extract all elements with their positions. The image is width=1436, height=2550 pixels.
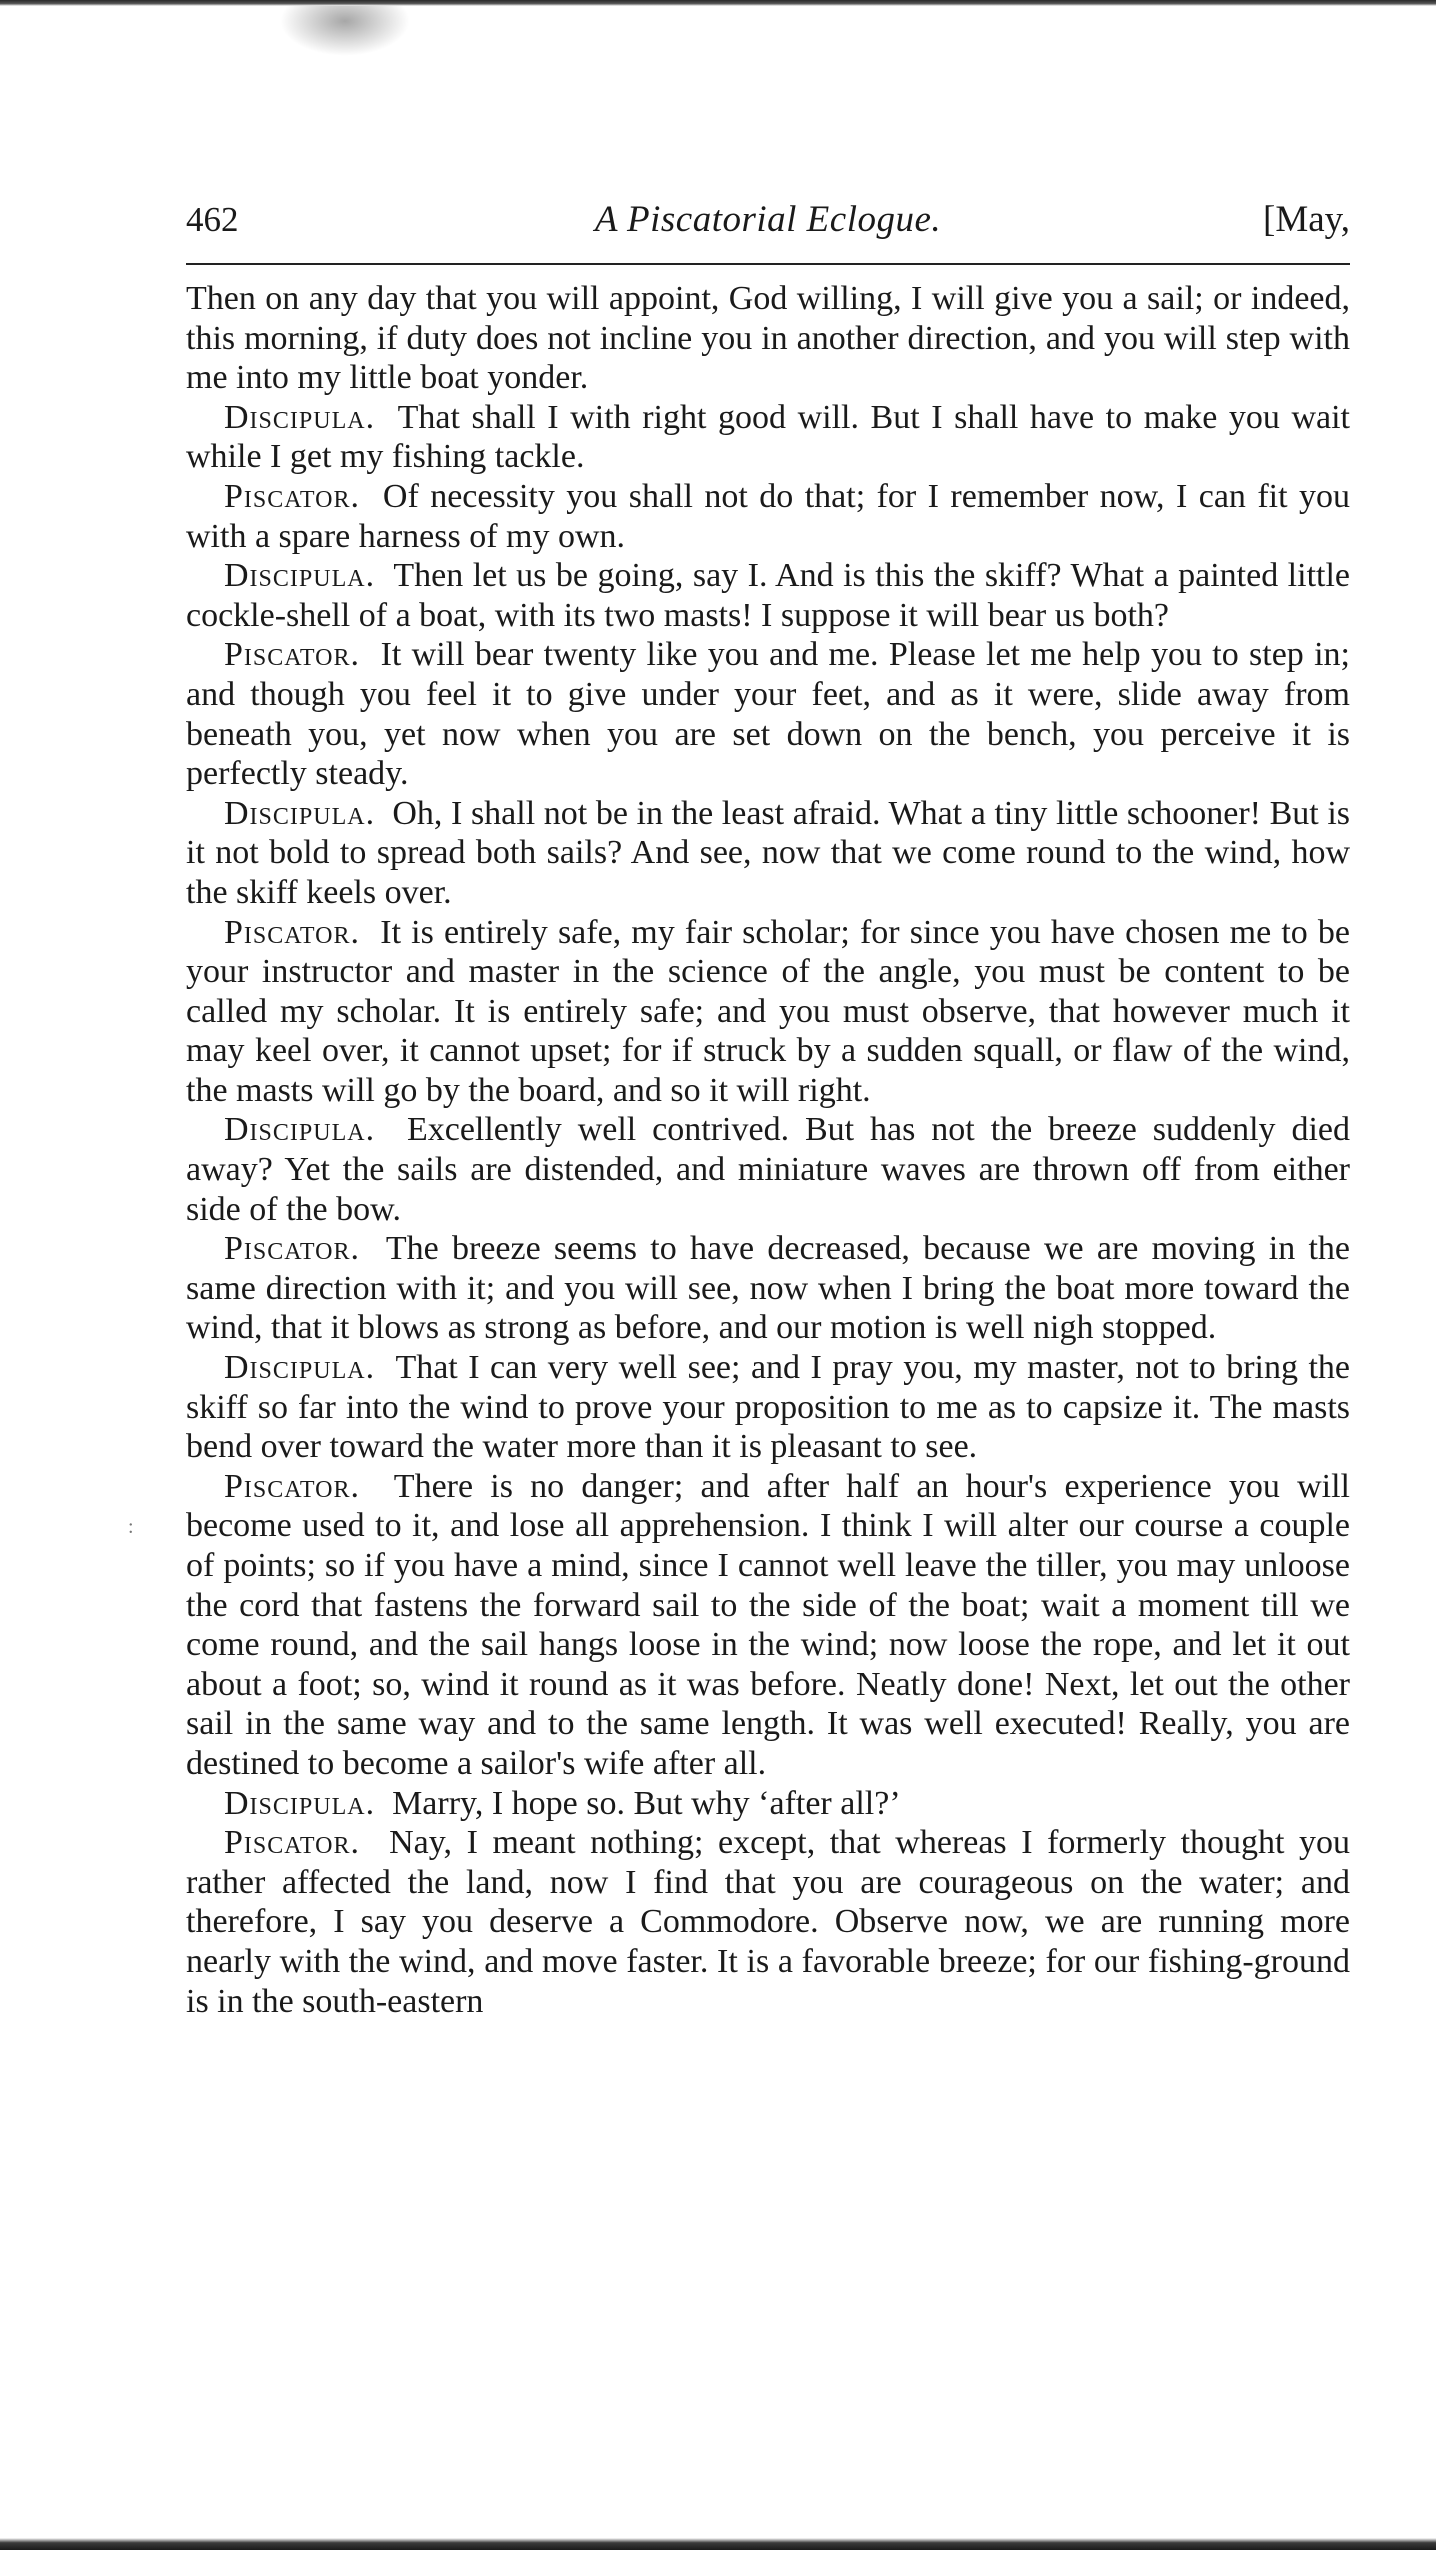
scan-top-edge (0, 0, 1436, 6)
paragraph (186, 398, 1350, 477)
paragraph (186, 913, 1350, 1111)
paragraph (186, 1467, 1350, 1784)
paragraph-text: Marry, I hope so. But why ‘after all?’ (392, 1784, 901, 1822)
scan-bottom-edge (0, 2538, 1436, 2550)
speaker-label: Discipula. (224, 1784, 376, 1822)
body-text (186, 279, 1350, 2021)
paragraph-text: The breeze seems to have decreased, because we are moving in the same direction with it; and you will see, now when I bring the boat more toward the wind, that it blows as strong as before, and our motion is well nigh stopped. (186, 1230, 1351, 1347)
paragraph (186, 1110, 1350, 1229)
speaker-label: Piscator. (224, 1467, 360, 1505)
paragraph (186, 794, 1350, 913)
speaker-label: Piscator. (224, 913, 360, 951)
paragraph (186, 1229, 1350, 1348)
paragraph-text: That I can very well see; and I pray you, my master, not to bring the skiff so far into the wind to prove your proposition to me as to capsize it. The masts bend over toward the water more than it is pleasant to see. (186, 1349, 1351, 1466)
paragraph (186, 477, 1350, 556)
paragraph-text: Then let us be going, say I. And is this the skiff? What a painted little cockle-shell of a boat, with its two masts! I suppose it will bear us both? (186, 557, 1350, 634)
paragraph-text: Of necessity you shall not do that; for I remember now, I can fit you with a spare harness of my own. (186, 477, 1351, 555)
paragraph (186, 635, 1350, 793)
speaker-label: Discipula. (224, 1111, 376, 1149)
running-date: [May, (1263, 199, 1350, 240)
paragraph-text: Then on any day that you will appoint, God willing, I will give you a sail; or indeed, this morning, if duty does not incline you in another direction, and you will step with me into my little boat yonder. (186, 280, 1350, 397)
speaker-label: Piscator. (224, 1230, 360, 1268)
stray-mark: : (128, 1516, 134, 1538)
paragraph-text: Excellently well contrived. But has not the breeze suddenly died away? Yet the sails are distended, and miniature waves are thrown off from either side of the bow. (186, 1111, 1351, 1228)
speaker-label: Discipula. (224, 557, 376, 595)
running-header (186, 192, 1350, 248)
speaker-label: Discipula. (224, 794, 376, 832)
speaker-label: Discipula. (224, 398, 376, 436)
header-rule (186, 263, 1350, 265)
ink-smudge (280, 6, 410, 56)
paragraph-text: There is no danger; and after half an hour's experience you will become used to it, and lose all apprehension. I think I will alter our course a couple of points; so if you have a mind, since I cannot well leave the tiller, you may unloose the cord that fastens the forward sail to the side of the boat; wait a moment till we come round, and the sail hangs loose in the wind; now loose the rope, and let it out about a foot; so, wind it round as it was before. Neatly done! Next, let out the other sail in the same way and to the same length. It was well executed! Really, you are destined to become a sailor's wife after all. (186, 1467, 1351, 1782)
paragraph (186, 1823, 1350, 2021)
paragraph (186, 279, 1350, 398)
paragraph (186, 1784, 1350, 1824)
paragraph-text: Nay, I meant nothing; except, that whereas I formerly thought you rather affected the land, now I find that you are courageous on the water; and therefore, I say you deserve a Commodore. Observe now, we are running more nearly with the wind, and move faster. It is a favorable breeze; for our fishing-ground is in the south-eastern (186, 1824, 1351, 2020)
paragraph-text: Oh, I shall not be in the least afraid. What a tiny little schooner! But is it not bold to spread both sails? And see, now that we come round to the wind, how the skiff keels over. (186, 794, 1351, 911)
paragraph-text: It is entirely safe, my fair scholar; for since you have chosen me to be your instructor and master in the science of the angle, you must be content to be called my scholar. It is entirely safe; and you must observe, that however much it may keel over, it cannot upset; for if struck by a sudden squall, or flaw of the wind, the masts will go by the board, and so it will right. (186, 913, 1351, 1109)
running-title: A Piscatorial Eclogue. (594, 199, 942, 240)
paragraph-text: That shall I with right good will. But I shall have to make you wait while I get my fishing tackle. (186, 398, 1351, 476)
paragraph-text: It will bear twenty like you and me. Please let me help you to step in; and though you feel it to give under your feet, and as it were, slide away from beneath you, yet now when you are set down on the bench, you perceive it is perfectly steady. (186, 636, 1350, 793)
speaker-label: Piscator. (224, 636, 360, 674)
speaker-label: Discipula. (224, 1349, 376, 1387)
speaker-label: Piscator. (224, 477, 360, 515)
speaker-label: Piscator. (224, 1824, 360, 1862)
paragraph (186, 1348, 1350, 1467)
page-number: 462 (186, 200, 239, 239)
paragraph (186, 556, 1350, 635)
